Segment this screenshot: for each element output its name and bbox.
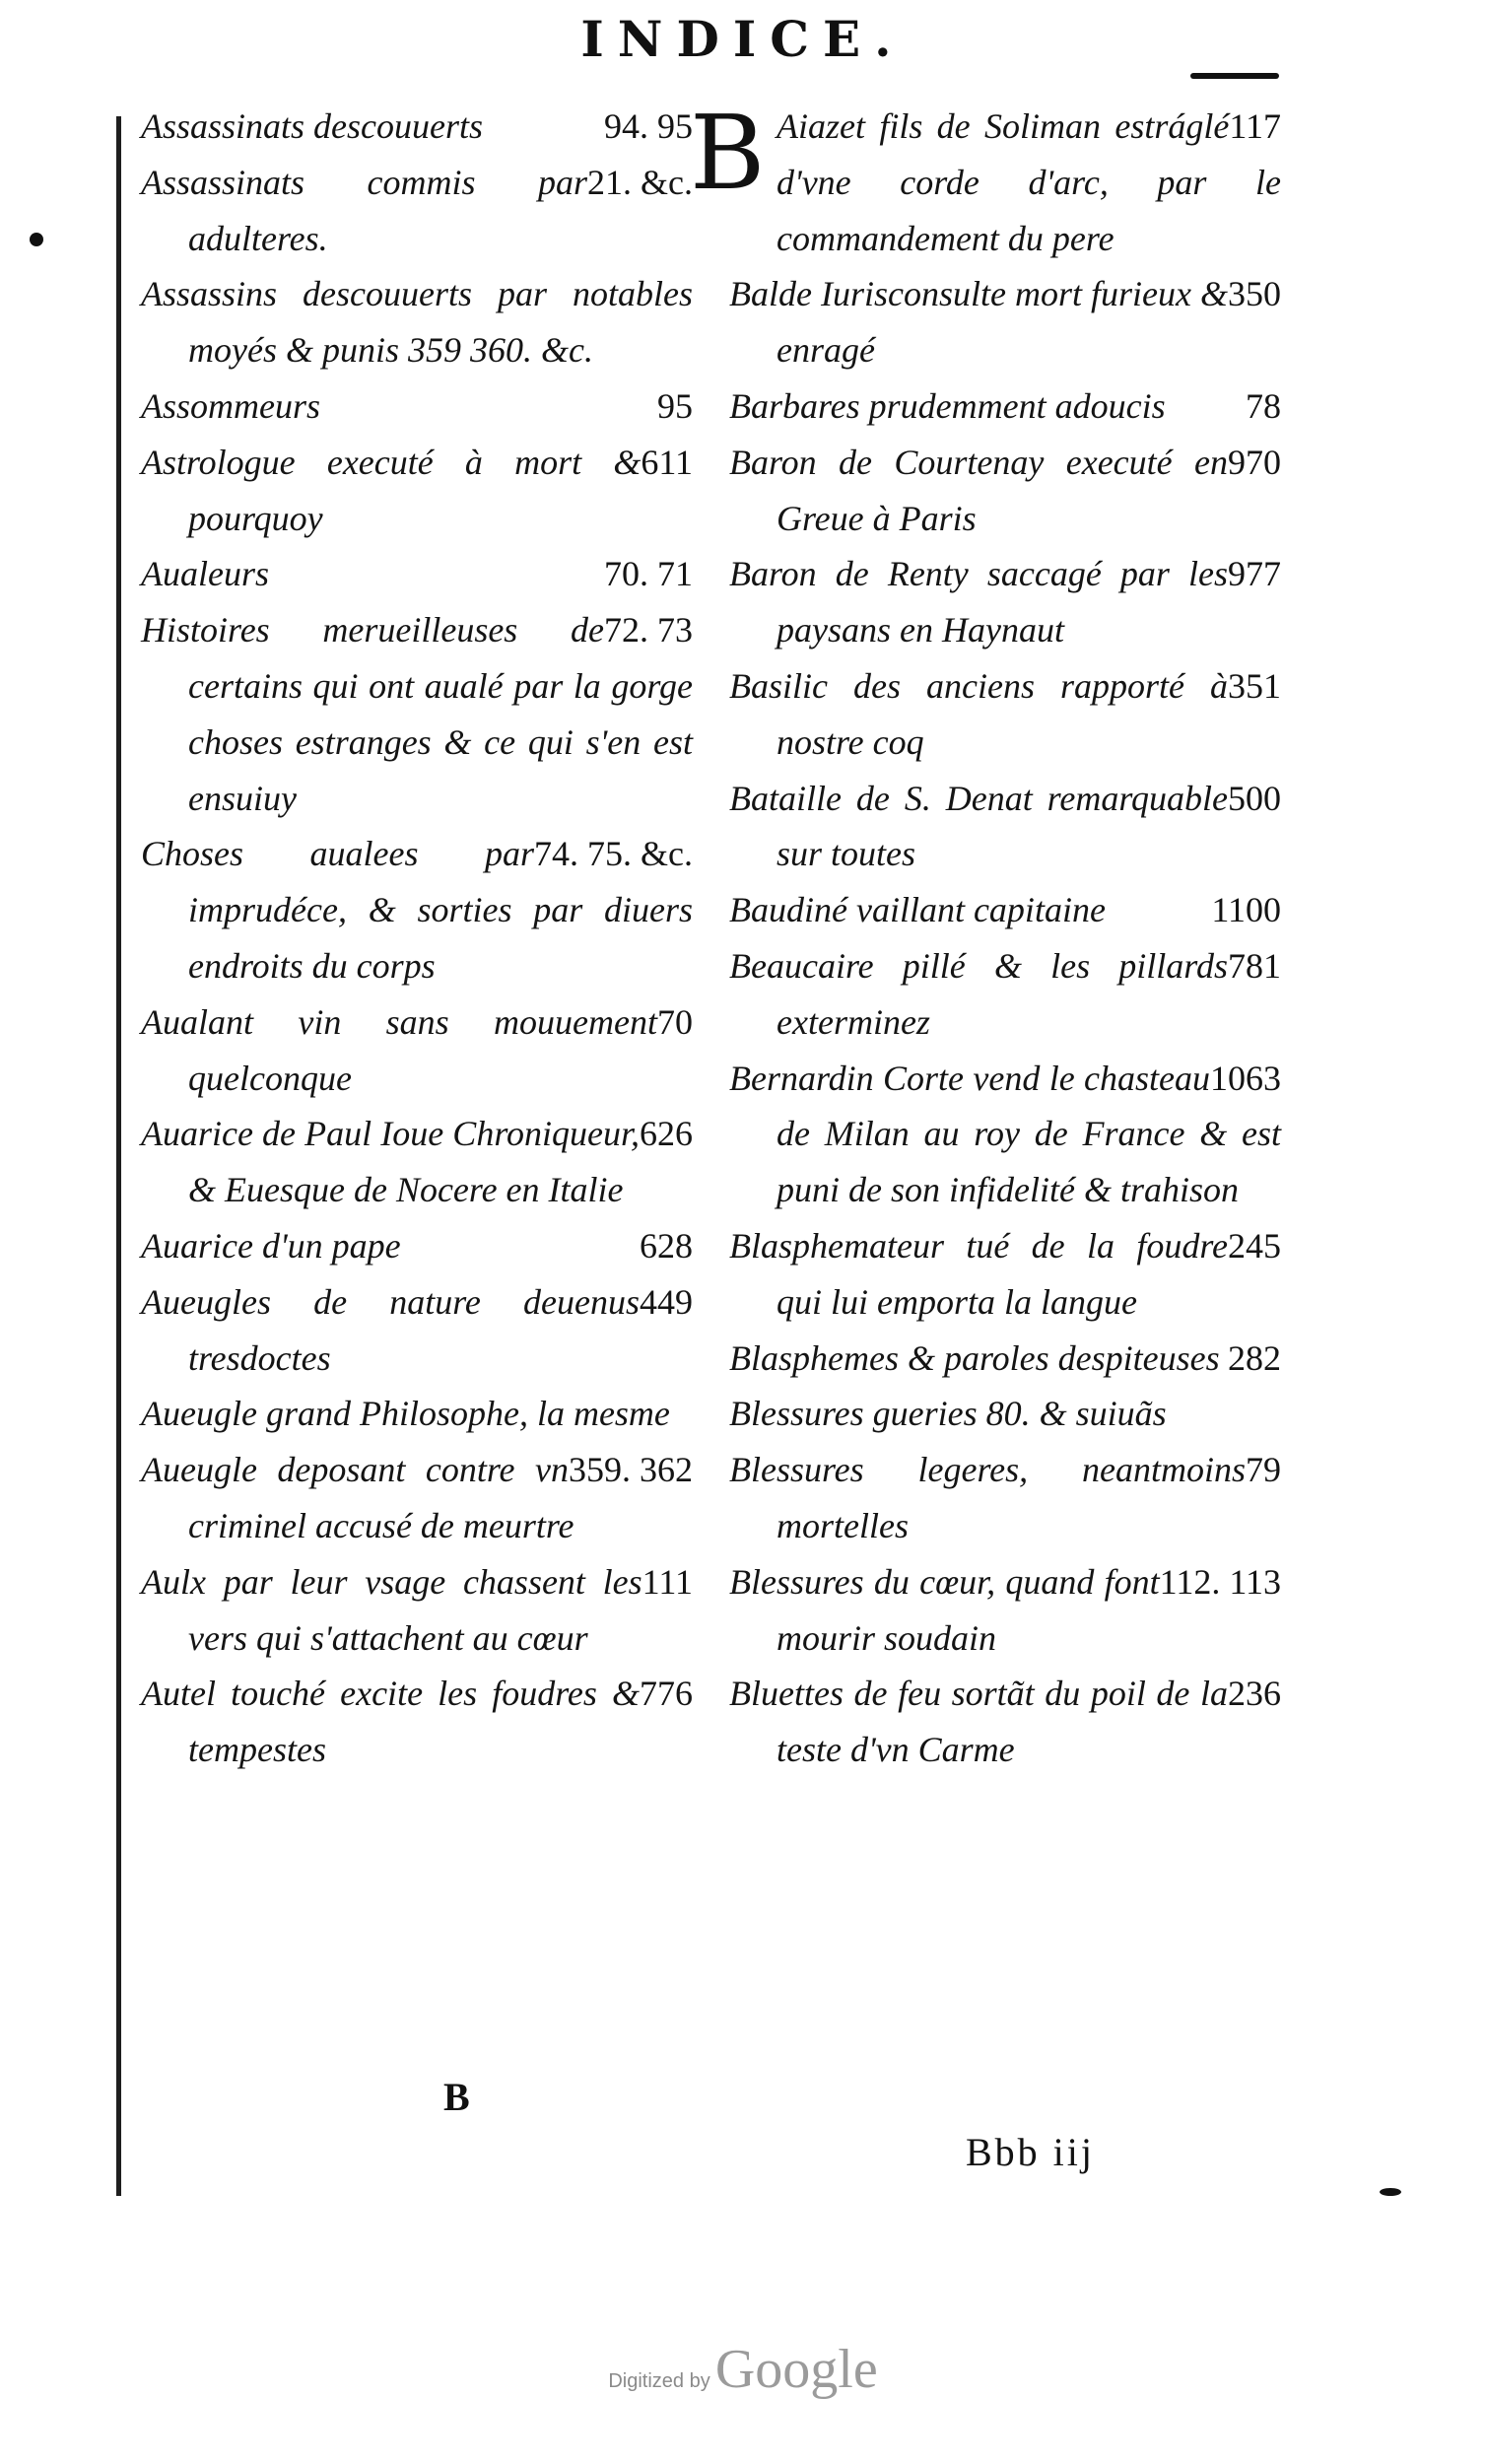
index-entry xyxy=(141,1218,693,1274)
entry-page: 776 xyxy=(640,1674,693,1714)
catchword: B xyxy=(443,2075,470,2119)
entry-page: 79 xyxy=(1246,1450,1281,1490)
entry-text: Auarice de Paul Ioue Chroniqueur, & Euesque de Nocere en Italie xyxy=(141,1114,640,1210)
entry-text: Aueugle deposant contre vn criminel accusé de meurtre xyxy=(141,1450,574,1545)
entry-text: Assassinats descouuerts xyxy=(141,106,484,146)
entry-text: Assassins descouuerts par notables moyés & punis 359 360. &c. xyxy=(141,274,693,371)
entry-page: 112. 113 xyxy=(1159,1561,1281,1602)
entry-page: 70. 71 xyxy=(604,554,693,594)
index-entry xyxy=(729,1331,1281,1387)
entry-page: 977 xyxy=(1228,554,1281,594)
entry-page: 21. &c. xyxy=(587,162,693,202)
entry-page: 359. 362 xyxy=(569,1450,693,1490)
entry-text: Blessures du cœur, quand font mourir soudain xyxy=(729,1561,1160,1658)
entry-text: Aualeurs xyxy=(141,554,269,594)
index-entry xyxy=(141,1666,693,1778)
entry-text: Autel touché excite les foudres & tempestes xyxy=(141,1674,640,1770)
index-entry xyxy=(729,1554,1281,1667)
index-entry xyxy=(141,378,693,435)
index-entry xyxy=(141,826,693,993)
entry-page: 70 xyxy=(657,1001,693,1042)
entry-page: 236 xyxy=(1228,1674,1281,1714)
entry-text: Aueugles de nature deuenus tresdoctes xyxy=(141,1281,640,1378)
entry-text: Blasphemes & paroles despiteuses xyxy=(729,1337,1220,1378)
entry-text: Beaucaire pillé & les pillards exterminez xyxy=(729,945,1228,1042)
index-entry xyxy=(141,602,693,826)
index-entry xyxy=(141,155,693,267)
index-entry xyxy=(141,1274,693,1387)
entry-page: 611 xyxy=(641,442,693,482)
index-entry xyxy=(141,1442,693,1554)
entry-text: Aueugle grand Philosophe, la mesme xyxy=(141,1394,670,1434)
entry-page: 117 xyxy=(1229,106,1281,146)
entry-text: Baron de Renty saccagé par les paysans en Haynaut xyxy=(729,554,1228,650)
entry-page: 74. 75. &c. xyxy=(534,834,693,874)
google-logo: Google xyxy=(714,2339,878,2400)
left-margin-rule xyxy=(116,116,121,2196)
entry-text: Barbares prudemment adoucis xyxy=(729,385,1166,426)
entry-page: 781 xyxy=(1228,945,1281,986)
entry-page: 282 xyxy=(1228,1337,1281,1378)
entry-text: Assassinats commis par adulteres. xyxy=(141,162,588,258)
entry-text: Aiazet fils de Soliman estráglé d'vne corde d'arc, par le commandement du pere xyxy=(777,106,1281,258)
index-entry xyxy=(141,99,693,155)
index-entry xyxy=(729,435,1281,547)
entry-page: 111 xyxy=(642,1561,693,1602)
entry-page: 72. 73 xyxy=(604,610,693,650)
entry-text: Choses aualees par imprudéce, & sorties par diuers endroits du corps xyxy=(141,834,693,986)
entry-text: Blasphemateur tué de la foudre qui lui emporta la langue xyxy=(729,1225,1228,1322)
entry-text: Histoires merueilleuses de certains qui ont aualé par la gorge choses estranges & ce qui s'en est ensuiuy xyxy=(141,610,693,818)
ink-spot xyxy=(1380,2188,1401,2196)
entry-page: 350 xyxy=(1228,274,1281,314)
entry-text: Astrologue executé à mort & pourquoy xyxy=(141,442,642,538)
ink-spot xyxy=(30,233,43,246)
index-entry xyxy=(729,771,1281,883)
index-entry xyxy=(729,1218,1281,1331)
entry-text: Baudiné vaillant capitaine xyxy=(729,890,1106,930)
index-entry xyxy=(729,378,1281,435)
entry-page: 628 xyxy=(640,1225,693,1266)
entry-page: 626 xyxy=(640,1114,693,1154)
index-entry xyxy=(141,1386,693,1442)
entry-text: Baron de Courtenay executé en Greue à Paris xyxy=(729,442,1228,538)
signature-mark: Bbb iij xyxy=(966,2130,1096,2174)
entry-text: Bernardin Corte vend le chasteau de Milan au roy de France & est puni de son infidelité & trahison xyxy=(729,1058,1281,1210)
entry-text: Bataille de S. Denat remarquable sur toutes xyxy=(729,778,1228,874)
entry-page: 351 xyxy=(1228,665,1281,706)
index-entry xyxy=(141,1106,693,1218)
index-entry xyxy=(690,93,1281,266)
entry-page: 78 xyxy=(1246,385,1281,426)
entry-text: Blessures legeres, neantmoins mortelles xyxy=(729,1450,1246,1545)
ink-spot xyxy=(1190,73,1279,79)
index-entry xyxy=(729,266,1281,378)
index-entry xyxy=(141,994,693,1107)
entry-text: Assommeurs xyxy=(141,385,321,426)
index-entry xyxy=(729,938,1281,1051)
index-entry xyxy=(729,546,1281,658)
entry-page: 970 xyxy=(1228,442,1281,482)
digitized-footer xyxy=(0,2338,1486,2401)
entry-page: 500 xyxy=(1228,778,1281,818)
index-column-right xyxy=(690,93,1281,1778)
entry-text: Aualant vin sans mouuement quelconque xyxy=(141,1001,657,1098)
entry-text: Balde Iurisconsulte mort furieux & enragé xyxy=(729,274,1228,371)
index-entry xyxy=(141,546,693,602)
drop-cap: B xyxy=(690,93,766,213)
digitized-label: Digitized by xyxy=(608,2370,710,2392)
index-entry xyxy=(729,1442,1281,1554)
index-entry xyxy=(729,1666,1281,1778)
entry-text: Aulx par leur vsage chassent les vers qui s'attachent au cœur xyxy=(141,1561,642,1658)
index-entry xyxy=(141,1554,693,1667)
index-entry xyxy=(141,435,693,547)
entry-page: 94. 95 xyxy=(604,106,693,146)
entry-page: 245 xyxy=(1228,1225,1281,1266)
entry-text: Bluettes de feu sortãt du poil de la teste d'vn Carme xyxy=(729,1674,1228,1770)
entry-text: Blessures gueries 80. & suiuãs xyxy=(729,1394,1167,1434)
entry-page: 1063 xyxy=(1210,1058,1281,1098)
entry-page: 1100 xyxy=(1211,890,1281,930)
entry-page: 95 xyxy=(657,385,693,426)
index-entry xyxy=(141,266,693,378)
entry-page: 449 xyxy=(640,1281,693,1322)
entry-text: Auarice d'un pape xyxy=(141,1225,401,1266)
index-entry xyxy=(729,882,1281,938)
index-entry xyxy=(729,1051,1281,1218)
index-column-left xyxy=(141,99,693,1778)
entry-text: Basilic des anciens rapporté à nostre coq xyxy=(729,665,1228,762)
index-entry xyxy=(729,1386,1281,1442)
index-entry xyxy=(729,658,1281,771)
page-title: INDICE. xyxy=(580,10,906,68)
